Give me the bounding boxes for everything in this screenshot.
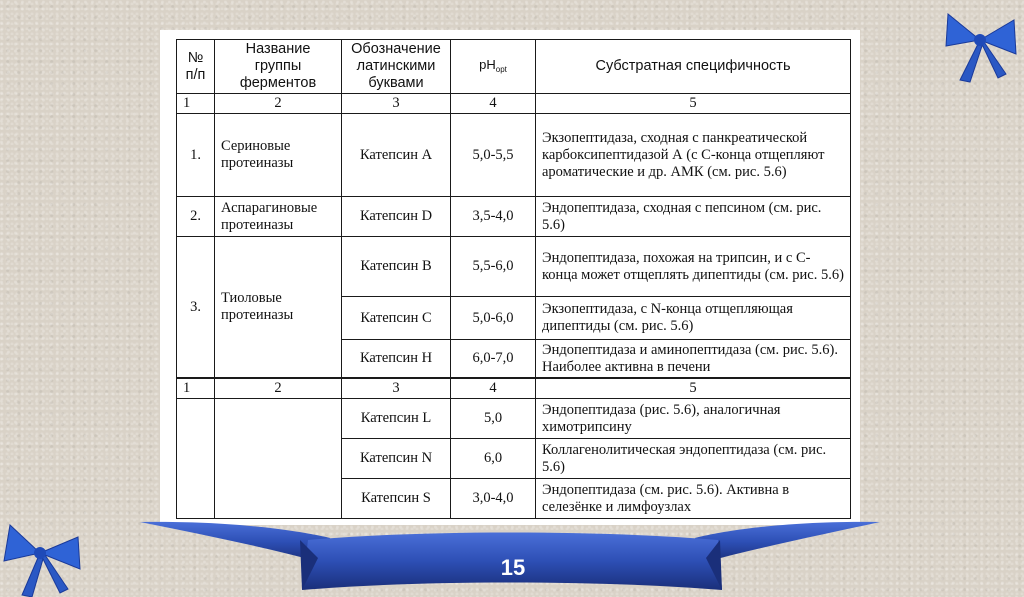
header-row (177, 40, 851, 94)
col-number: 4 (451, 379, 536, 399)
column-number-row (177, 94, 851, 114)
enzyme-name: Катепсин B (342, 237, 451, 297)
enzyme-name: Катепсин L (342, 399, 451, 439)
table-row (177, 114, 851, 197)
enzyme-name: Катепсин D (342, 197, 451, 237)
specificity: Эндопептидаза, сходная с пепсином (см. рис. 5.6) (536, 197, 851, 237)
header-ph-subscript: opt (495, 64, 507, 74)
ph-value: 5,0-5,5 (451, 114, 536, 197)
enzyme-name: Катепсин H (342, 340, 451, 378)
col-number: 3 (342, 94, 451, 114)
header-spec: Субстратная специфичность (536, 40, 851, 94)
enzyme-name: Катепсин C (342, 297, 451, 340)
table-row (177, 197, 851, 237)
header-group: Название группы ферментов (215, 40, 342, 94)
header-ph (451, 40, 536, 94)
ribbon-banner (0, 500, 1024, 597)
row-num: 1. (177, 114, 215, 197)
enzyme-table (176, 39, 851, 378)
col-number: 1 (177, 94, 215, 114)
col-number: 5 (536, 379, 851, 399)
col-number: 4 (451, 94, 536, 114)
specificity: Эндопептидаза, похожая на трипсин, и с С-конца может отщеплять дипептиды (см. рис. 5.6) (536, 237, 851, 297)
header-num: № п/п (177, 40, 215, 94)
specificity: Эндопептидаза и аминопептидаза (см. рис. 5.6). Наиболее активна в печени (536, 340, 851, 378)
ph-value: 5,0-6,0 (451, 297, 536, 340)
ph-value: 3,0-4,0 (451, 479, 536, 519)
header-ph-label: pH (479, 56, 496, 72)
header-latin: Обозначение латинскими буквами (342, 40, 451, 94)
enzyme-table-continuation (176, 378, 851, 519)
ph-value: 3,5-4,0 (451, 197, 536, 237)
specificity: Эндопептидаза (см. рис. 5.6). Активна в селезёнке и лимфоузлах (536, 479, 851, 519)
row-num: 2. (177, 197, 215, 237)
col-number: 2 (215, 379, 342, 399)
table-row (177, 399, 851, 439)
bow-icon (940, 2, 1020, 84)
ph-value: 6,0-7,0 (451, 340, 536, 378)
col-number: 1 (177, 379, 215, 399)
specificity: Экзопептидаза, с N-конца отщепляющая дипептиды (см. рис. 5.6) (536, 297, 851, 340)
group-name: Тиоловые протеиназы (215, 237, 342, 378)
group-name: Аспарагиновые протеиназы (215, 197, 342, 237)
ph-value: 5,0 (451, 399, 536, 439)
page-number: 15 (500, 555, 526, 580)
specificity: Коллагенолитическая эндопептидаза (см. рис. 5.6) (536, 439, 851, 479)
specificity: Экзопептидаза, сходная с панкреатической карбоксипептидазой А (с С-конца отщепляют ароматические и др. АМК (см. рис. 5.6) (536, 114, 851, 197)
enzyme-name: Катепсин S (342, 479, 451, 519)
column-number-row (177, 379, 851, 399)
ph-value: 6,0 (451, 439, 536, 479)
enzyme-name: Катепсин N (342, 439, 451, 479)
row-num: 3. (177, 237, 215, 378)
table-row (177, 237, 851, 297)
col-number: 2 (215, 94, 342, 114)
col-number: 5 (536, 94, 851, 114)
enzyme-name: Катепсин А (342, 114, 451, 197)
ph-value: 5,5-6,0 (451, 237, 536, 297)
specificity: Эндопептидаза (рис. 5.6), аналогичная химотрипсину (536, 399, 851, 439)
bow-icon (0, 513, 84, 597)
group-name: Сериновые протеиназы (215, 114, 342, 197)
col-number: 3 (342, 379, 451, 399)
